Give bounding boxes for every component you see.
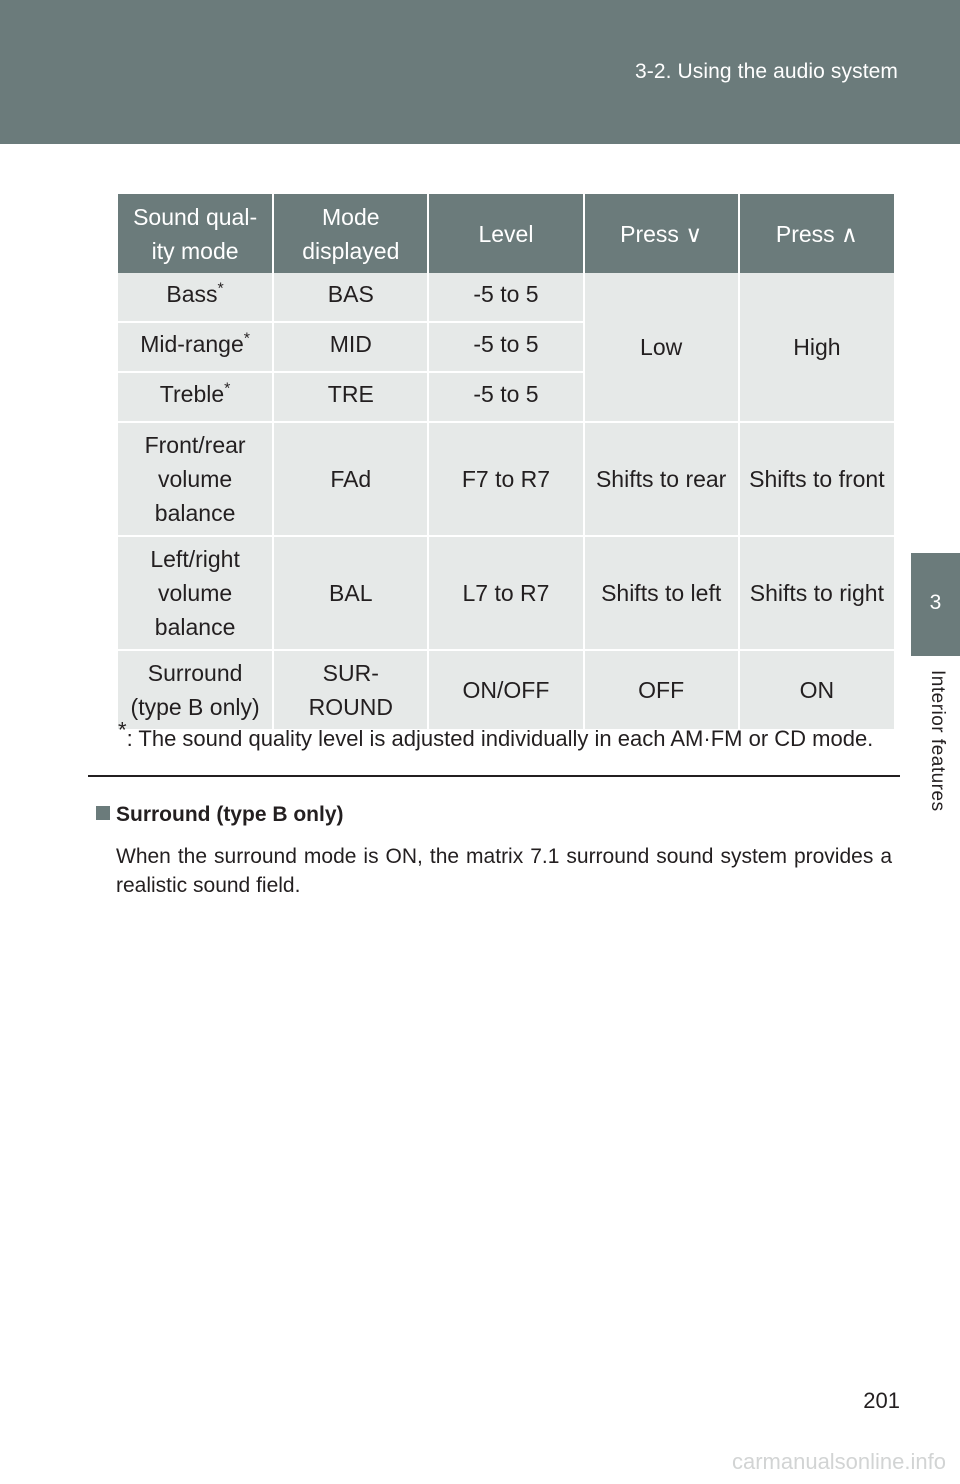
display-cell: SUR- ROUND bbox=[273, 650, 428, 730]
footnote-star: * bbox=[243, 330, 250, 348]
footnote-star: * bbox=[118, 717, 127, 743]
level-cell: -5 to 5 bbox=[428, 273, 583, 322]
level-cell: ON/OFF bbox=[428, 650, 583, 730]
mode-cell: Bass* bbox=[118, 273, 273, 322]
press-up-cell: ON bbox=[739, 650, 894, 730]
header-press-down: Press ∨ bbox=[584, 194, 739, 273]
mode-cell: Left/right volume balance bbox=[118, 536, 273, 650]
level-cell: -5 to 5 bbox=[428, 322, 583, 372]
level-cell: F7 to R7 bbox=[428, 422, 583, 536]
press-down-cell: Shifts to rear bbox=[584, 422, 739, 536]
section-body: When the surround mode is ON, the matrix 7.1 surround sound system provides a realistic sound field. bbox=[116, 845, 892, 897]
header-press-up: Press ∧ bbox=[739, 194, 894, 273]
mode-cell: Surround (type B only) bbox=[118, 650, 273, 730]
display-cell: BAS bbox=[273, 273, 428, 322]
mode-cell: Front/rear volume balance bbox=[118, 422, 273, 536]
level-cell: -5 to 5 bbox=[428, 372, 583, 422]
section-heading bbox=[96, 803, 344, 827]
mode-cell: Treble* bbox=[118, 372, 273, 422]
display-cell: BAL bbox=[273, 536, 428, 650]
header-sound-quality-mode: Sound qual- ity mode bbox=[118, 194, 273, 273]
header-level: Level bbox=[428, 194, 583, 273]
table-row bbox=[118, 536, 894, 650]
press-down-cell: Shifts to left bbox=[584, 536, 739, 650]
square-bullet-icon bbox=[96, 806, 110, 820]
section-divider bbox=[88, 775, 900, 777]
chapter-tab bbox=[911, 553, 960, 656]
page-number: 201 bbox=[863, 1388, 900, 1413]
footnote-star: * bbox=[224, 380, 231, 398]
chapter-number: 3 bbox=[929, 591, 942, 614]
table-row bbox=[118, 422, 894, 536]
header-mode-displayed: Mode displayed bbox=[273, 194, 428, 273]
tone-down-cell: Low bbox=[584, 273, 739, 422]
watermark: carmanualsonline.info bbox=[731, 1449, 946, 1474]
section-heading-text: Surround (type B only) bbox=[116, 803, 344, 826]
table-row bbox=[118, 650, 894, 730]
footnote-star: * bbox=[217, 280, 224, 298]
table-row bbox=[118, 273, 894, 322]
section-title: 3-2. Using the audio system bbox=[635, 60, 898, 83]
display-cell: MID bbox=[273, 322, 428, 372]
press-up-cell: Shifts to front bbox=[739, 422, 894, 536]
chapter-label: Interior features bbox=[927, 670, 948, 812]
mode-cell: Mid-range* bbox=[118, 322, 273, 372]
display-cell: TRE bbox=[273, 372, 428, 422]
display-cell: FAd bbox=[273, 422, 428, 536]
press-up-cell: Shifts to right bbox=[739, 536, 894, 650]
table-header-row bbox=[118, 194, 894, 273]
press-down-cell: OFF bbox=[584, 650, 739, 730]
table-footnote bbox=[118, 717, 874, 752]
footnote-text: : The sound quality level is adjusted individually in each AM·FM or CD mode. bbox=[126, 726, 874, 751]
tone-up-cell: High bbox=[739, 273, 894, 422]
page-header bbox=[0, 0, 960, 144]
level-cell: L7 to R7 bbox=[428, 536, 583, 650]
sound-quality-table bbox=[118, 194, 894, 731]
